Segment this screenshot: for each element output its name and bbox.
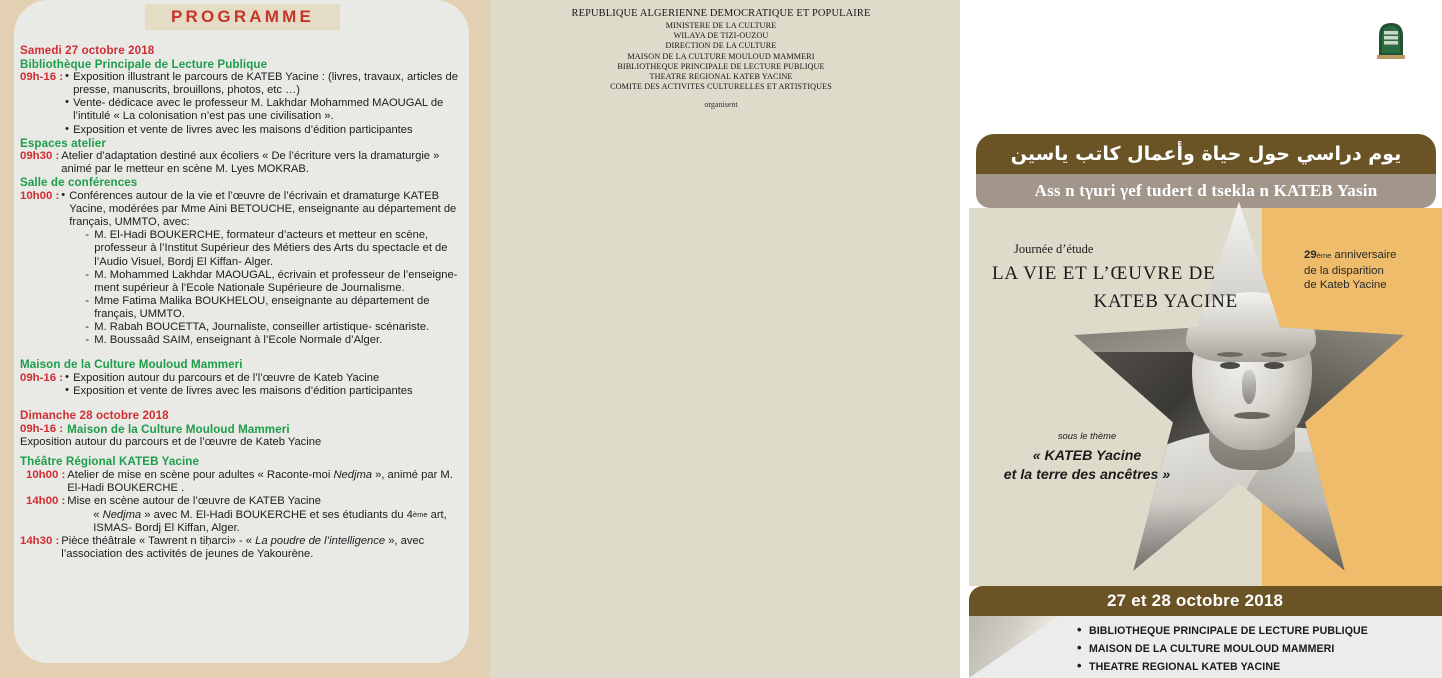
day-heading-sunday: Dimanche 28 octobre 2018 <box>20 408 169 422</box>
list-item: • Vente- dédicace avec le professeur M. Lakhdar Mohammed MAOUGAL de l’intitulé « La colonisation n’est pas une civilisation ». <box>65 97 462 123</box>
list-item: - M. Rabah BOUCETTA, Journaliste, conseiller artistique- scénariste. <box>85 321 462 334</box>
theme-line-2: et la terre des ancêtres » <box>1003 467 1171 483</box>
entry-text-italic: La poudre de l’intelligence <box>255 535 386 548</box>
header-org-line: THEATRE REGIONAL KATEB YACINE <box>649 72 793 82</box>
entry-text-b: », avec l’association des activités de jeunes de Yakourène. <box>61 535 425 561</box>
schedule-row <box>20 423 462 437</box>
programme-panel <box>0 0 482 678</box>
entry-text-a: Atelier de mise en scène pour adultes « Raconte-moi <box>67 468 334 481</box>
entry-text <box>59 535 462 561</box>
photo-nose <box>1242 370 1256 404</box>
time-label: 09h-16 : <box>20 371 64 384</box>
theme-label: sous le thème <box>1057 430 1117 441</box>
entry-line-2 <box>93 508 462 535</box>
spacer <box>20 347 462 358</box>
header-org-line: MAISON DE LA CULTURE MOULOUD MAMMERI <box>627 51 815 61</box>
entry-text-superscript: ème <box>412 510 428 520</box>
time-label: 09h-16 : <box>20 71 64 84</box>
spacer <box>20 398 462 409</box>
schedule-row <box>20 150 462 176</box>
tamazight-title-text: Ass n tγuri γef tudert d tsekla n KATEB Yasin <box>1034 181 1378 200</box>
venue-heading-bibliotheque: Bibliothèque Principale de Lecture Publique <box>20 57 268 71</box>
entry-text <box>63 71 462 136</box>
photo-eyebrow-right <box>1261 352 1287 357</box>
time-label: 09h30 : <box>20 150 60 163</box>
anniversary-line-2: de la disparition <box>1304 264 1384 277</box>
entry-text: Exposition autour du parcours et de l’œuvre de Kateb Yacine <box>20 436 322 449</box>
date-banner <box>969 586 1442 616</box>
photo-eye-right <box>1264 362 1284 369</box>
banner-tamazight-title <box>976 174 1436 208</box>
anniversary-number: 29 <box>1304 249 1317 261</box>
list-item: • Exposition autour du parcours et de l’l’œuvre de Kateb Yacine <box>65 372 462 385</box>
entry-text <box>65 469 462 495</box>
photo-mouth <box>1234 412 1270 419</box>
event-dates: 27 et 28 octobre 2018 <box>1107 591 1284 610</box>
bullet-list <box>65 71 462 136</box>
header-republic-line: REPUBLIQUE ALGERIENNE DEMOCRATIQUE ET POPULAIRE <box>571 8 871 19</box>
event-title-line-2: KATEB YACINE <box>1093 291 1238 312</box>
list-item: • Exposition et vente de livres avec les maisons d’édition participantes <box>65 385 462 398</box>
photo-eyebrow-left <box>1217 352 1243 357</box>
entry-text <box>65 495 462 535</box>
list-item: - M. El-Hadi BOUKERCHE, formateur d’acteurs et metteur en scène, professeur à l’Institut Supérieur des Métiers des Arts du spectacle et de l’Audio Visuel, Bordj El Kiffan- Alger. <box>85 229 462 268</box>
ministry-emblem-icon <box>1375 20 1407 60</box>
entry-text-a: « <box>93 509 103 522</box>
programme-body <box>20 44 462 561</box>
day-heading-saturday: Samedi 27 octobre 2018 <box>20 44 155 57</box>
entry-text-a: Pièce théâtrale « Tawrent n tiḥarci» - « <box>61 535 256 548</box>
header-org-line: BIBLIOTHEQUE PRINCIPALE DE LECTURE PUBLIQUE <box>617 61 825 71</box>
entry-text-italic: Nedjma <box>333 468 372 481</box>
venue-heading-espaces-atelier: Espaces atelier <box>20 136 106 150</box>
banner-arabic-title <box>976 134 1436 174</box>
venue-heading-salle-conferences: Salle de conférences <box>20 176 138 190</box>
bullet-list <box>65 372 462 398</box>
venue-heading-theatre-regional: Théâtre Régional KATEB Yacine <box>20 455 200 469</box>
page-title: PROGRAMME <box>170 7 315 26</box>
list-item: - Mme Fatima Malika BOUKHELOU, enseignante au département de français, UMMTO. <box>85 295 462 321</box>
anniversary-ordinal: ème <box>1316 251 1332 260</box>
theme-block <box>982 430 1192 485</box>
schedule-row <box>20 535 462 561</box>
bullet-list <box>61 190 462 229</box>
list-item: • THEATRE REGIONAL KATEB YACINE <box>1077 658 1442 676</box>
entry-text <box>59 190 462 347</box>
entry-line-1: Mise en scène autour de l’œuvre de KATEB Yacine <box>67 495 321 507</box>
entry-text-italic: Nedjma <box>102 509 142 522</box>
anniversary-line-3: de Kateb Yacine <box>1304 279 1387 292</box>
time-label: 14h00 : <box>26 495 66 507</box>
theme-line-1: « KATEB Yacine <box>1032 448 1142 464</box>
list-item: • Exposition et vente de livres avec les maisons d’édition participantes <box>65 124 462 137</box>
anniversary-block <box>1304 248 1436 293</box>
header-org-line: DIRECTION DE LA CULTURE <box>665 41 777 51</box>
header-org-line: WILAYA DE TIZI-OUZOU <box>673 31 769 41</box>
entry-text: Atelier d’adaptation destiné aux écoliers « De l’écriture vers la dramaturgie » animé par le metteur en scène M. Lyes MOKRAB. <box>61 150 440 176</box>
entry-text-b: », animé par M. El-Hadi BOUKERCHE . <box>67 468 453 494</box>
schedule-row <box>20 190 462 347</box>
time-label: 14h30 : <box>20 535 60 548</box>
list-item: - M. Boussaâd SAIM, enseignant à l’Ecole Normale d’Alger. <box>85 334 462 347</box>
schedule-row <box>20 372 462 398</box>
list-item: • MAISON DE LA CULTURE MOULOUD MAMMERI <box>1077 640 1442 658</box>
schedule-row <box>20 495 462 535</box>
time-label: 10h00 : <box>20 190 60 203</box>
venue-heading-maison-culture: Maison de la Culture Mouloud Mammeri <box>20 358 243 372</box>
schedule-row <box>20 71 462 136</box>
arabic-title-text: يوم دراسي حول حياة وأعمال كاتب ياسين <box>1010 143 1402 165</box>
header-org-line: COMITE DES ACTIVITES CULTURELLES ET ARTISTIQUES <box>610 82 832 92</box>
photo-eye-left <box>1220 362 1240 369</box>
organisent-label: organisent <box>704 100 738 109</box>
list-item: - M. Mohammed Lakhdar MAOUGAL, écrivain et professeur de l’enseigne-ment supérieur à l’Ecole Nationale Supérieure de Journalisme. <box>85 269 462 295</box>
entry-text <box>63 372 462 398</box>
entry-text-c: art, ISMAS- Bordj El Kiffan, Alger. <box>93 509 447 535</box>
list-item: • Conférences autour de la vie et l’œuvre de l’écrivain et dramaturge KATEB Yacine, modérées par Mme Aini BETOUCHE, enseignante au département de français, UMMTO, avec: <box>61 190 462 229</box>
anniversary-line-1 <box>1304 248 1436 264</box>
header-org-line: MINISTERE DE LA CULTURE <box>665 21 777 30</box>
anniversary-word: anniversaire <box>1331 249 1397 261</box>
event-title-line-1: LA VIE ET L’ŒUVRE DE <box>992 263 1216 284</box>
time-label: 10h00 : <box>26 468 66 481</box>
journee-label: Journée d’étude <box>1014 242 1094 256</box>
official-header <box>482 8 960 92</box>
speaker-list <box>85 229 462 347</box>
entry-text-b: » avec M. El-Hadi BOUKERCHE et ses étudiants du 4 <box>141 509 413 522</box>
poster-panel <box>482 0 1402 678</box>
time-label: 09h-16 : <box>20 422 64 435</box>
list-item: • BIBLIOTHEQUE PRINCIPALE DE LECTURE PUBLIQUE <box>1077 622 1442 640</box>
event-title-block <box>992 242 1242 313</box>
venue-heading-maison-culture-sunday: Maison de la Culture Mouloud Mammeri <box>67 422 290 436</box>
programme-title-band <box>145 4 340 30</box>
schedule-row <box>20 469 462 495</box>
list-item: • Exposition illustrant le parcours de KATEB Yacine : (livres, travaux, articles de presse, manuscrits, brouillons, photos, etc …) <box>65 71 462 97</box>
